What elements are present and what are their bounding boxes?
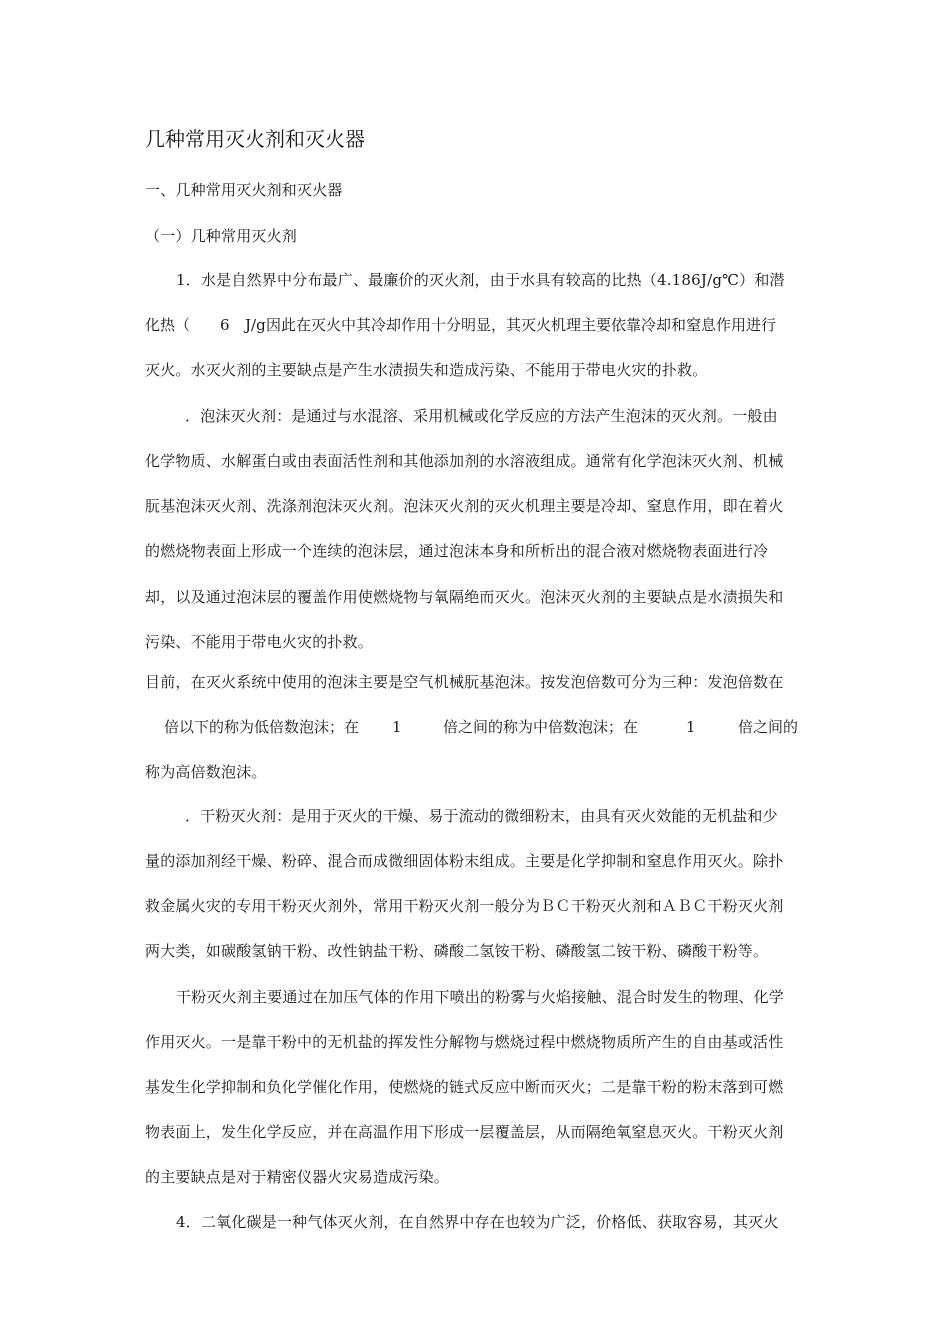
paragraph-line: 灭火。水灭火剂的主要缺点是产生水渍损失和造成污染、不能用于带电火灾的扑救。 (145, 361, 708, 379)
subsection-heading: （一）几种常用灭火剂 (145, 227, 298, 245)
paragraph-line: 的燃烧物表面上形成一个连续的泡沫层，通过泡沫本身和所析出的混合液对燃烧物表面进行冷 (145, 542, 769, 560)
paragraph-line-fragment: 倍之间的称为中倍数泡沫；在 (443, 718, 639, 736)
paragraph-line: 1．水是自然界中分布最广、最廉价的灭火剂，由于水具有较高的比热（4.186J/g℃）和潜 (176, 271, 785, 289)
paragraph-line: 化学物质、水解蛋白或由表面活性剂和其他添加剂的水溶液组成。通常有化学泡沫灭火剂、机械 (145, 452, 784, 470)
paragraph-line: 救金属火灾的专用干粉灭火剂外，常用干粉灭火剂一般分为ＢＣ干粉灭火剂和ＡＢＣ干粉灭火剂 (145, 897, 784, 915)
paragraph-line: 目前，在灭火系统中使用的泡沫主要是空气机械朊基泡沫。按发泡倍数可分为三种：发泡倍数在 (145, 673, 784, 691)
section-heading: 一、几种常用灭火剂和灭火器 (145, 181, 343, 199)
paragraph-line-fragment: 倍以下的称为低倍数泡沫；在 (164, 718, 360, 736)
paragraph-line-fragment: 6 (220, 316, 230, 334)
paragraph-line: ．干粉灭火剂：是用于灭火的干燥、易于流动的微细粉末，由具有灭火效能的无机盐和少 (185, 807, 778, 825)
paragraph-line-fragment: 化热（ (145, 316, 191, 334)
paragraph-line: 基发生化学抑制和负化学催化作用，使燃烧的链式反应中断而灭火；二是靠干粉的粉末落到可燃 (145, 1078, 784, 1096)
paragraph-line: 朊基泡沫灭火剂、洗涤剂泡沫灭火剂。泡沫灭火剂的灭火机理主要是冷却、窒息作用，即在着火 (145, 497, 784, 515)
paragraph-line-fragment: 因此在灭火中其冷却作用十分明显，其灭火机理主要依靠冷却和窒息作用进行 (266, 316, 777, 334)
paragraph-line: 污染、不能用于带电火灾的扑救。 (145, 633, 374, 651)
paragraph-line: 称为高倍数泡沫。 (145, 763, 267, 781)
paragraph-line: ．泡沫灭火剂：是通过与水混溶、采用机械或化学反应的方法产生泡沫的灭火剂。一般由 (185, 407, 778, 425)
paragraph-line: 的主要缺点是对于精密仪器火灾易造成污染。 (145, 1168, 450, 1186)
paragraph-line: 两大类，如碳酸氢钠干粉、改性钠盐干粉、磷酸二氢铵干粉、磷酸氢二铵干粉、磷酸干粉等。 (145, 942, 769, 960)
paragraph-line-fragment: J/g (245, 316, 266, 334)
paragraph-line: 量的添加剂经干燥、粉碎、混合而成微细固体粉末组成。主要是化学抑制和窒息作用灭火。除扑 (145, 852, 784, 870)
paragraph-line: 4．二氧化碳是一种气体灭火剂，在自然界中存在也较为广泛，价格低、获取容易，其灭火 (176, 1213, 779, 1231)
paragraph-line: 干粉灭火剂主要通过在加压气体的作用下喷出的粉雾与火焰接触、混合时发生的物理、化学 (176, 988, 785, 1006)
paragraph-line-fragment: 1 (392, 718, 402, 736)
paragraph-line: 作用灭火。一是靠干粉中的无机盐的挥发性分解物与燃烧过程中燃烧物质所产生的自由基或活性 (145, 1033, 784, 1051)
document-title: 几种常用灭火剂和灭火器 (145, 127, 365, 151)
paragraph-line: 物表面上，发生化学反应，并在高温作用下形成一层覆盖层，从而隔绝氧窒息灭火。干粉灭火剂 (145, 1123, 784, 1141)
paragraph-line-fragment: 倍之间的 (738, 718, 799, 736)
paragraph-line: 却，以及通过泡沫层的覆盖作用使燃烧物与氧隔绝而灭火。泡沫灭火剂的主要缺点是水渍损失和 (145, 588, 784, 606)
paragraph-line-fragment: 1 (686, 718, 696, 736)
